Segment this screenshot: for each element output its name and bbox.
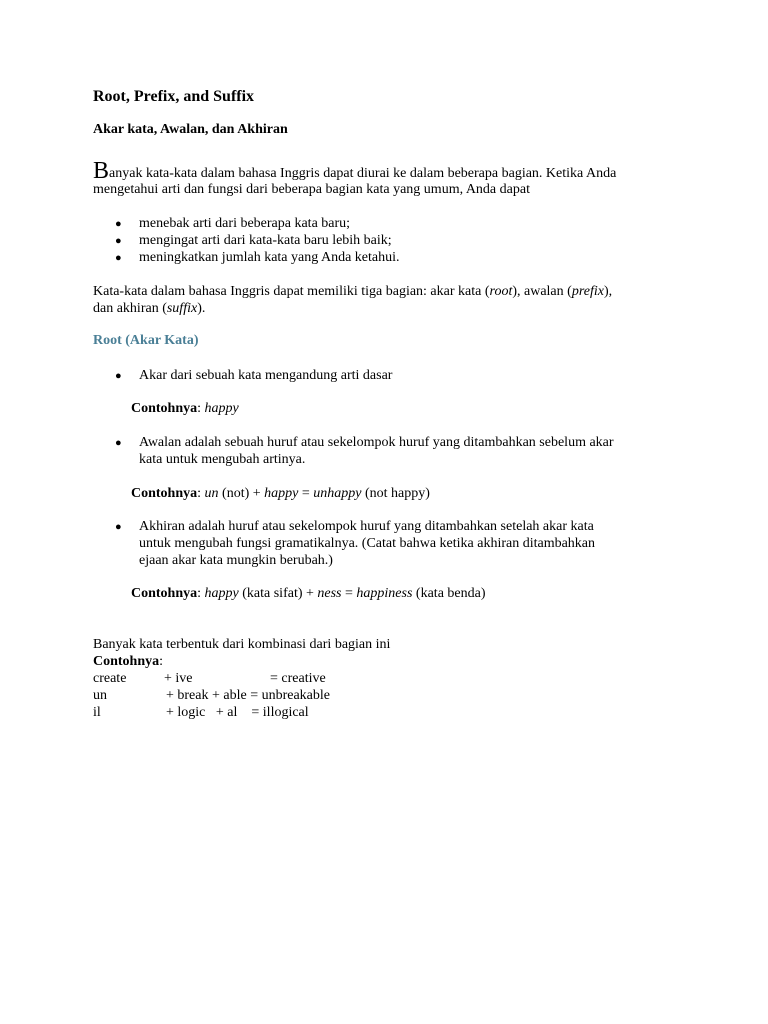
prefix-definition-line-2: kata untuk mengubah artinya. <box>139 452 306 467</box>
example-text: : <box>197 586 205 601</box>
table-cell: create <box>93 671 127 686</box>
example-word: happiness <box>356 586 413 601</box>
page-subtitle: Akar kata, Awalan, dan Akhiran <box>93 122 288 137</box>
example-label: Contohnya <box>131 586 198 601</box>
example-word: unhappy <box>313 486 362 501</box>
example-text: (kata benda) <box>412 586 486 601</box>
example-text: = <box>341 586 357 601</box>
example-label: Contohnya <box>131 486 198 501</box>
example-text: (not) + <box>218 486 265 501</box>
suffix-definition-line-3: ejaan akar kata mungkin berubah.) <box>139 553 333 568</box>
example-word: happy <box>204 401 239 416</box>
table-cell: il <box>93 705 101 720</box>
parts-paragraph-line-1 <box>93 283 612 301</box>
example-word: ness <box>317 586 342 601</box>
example-word: happy <box>264 486 299 501</box>
parts-text: dan akhiran ( <box>93 301 167 316</box>
example-word: un <box>204 486 219 501</box>
root-definition: Akar dari sebuah kata mengandung arti dasar <box>139 368 393 383</box>
example-label: Contohnya <box>131 401 198 416</box>
drop-cap: B <box>93 158 110 184</box>
bullet-icon: ● <box>115 521 122 533</box>
bullet-icon: ● <box>115 370 122 382</box>
suffix-definition-line-2: untuk mengubah fungsi gramatikalnya. (Catat bahwa ketika akhiran ditambahkan <box>139 536 596 551</box>
suffix-definition-line-1: Akhiran adalah huruf atau sekelompok huruf yang ditambahkan setelah akar kata <box>139 519 594 534</box>
list-item: meningkatkan jumlah kata yang Anda ketahui. <box>139 250 400 265</box>
prefix-example <box>131 485 430 503</box>
bullet-icon: ● <box>115 235 122 247</box>
table-cell: = creative <box>270 671 326 686</box>
table-cell: + logic + al = illogical <box>166 705 309 720</box>
intro-line-1 <box>93 158 617 184</box>
example-label: Contohnya <box>93 654 160 669</box>
table-cell: + break + able = unbreakable <box>166 688 331 703</box>
example-text: (not happy) <box>361 486 430 501</box>
bullet-icon: ● <box>115 218 122 230</box>
root-example <box>131 400 239 418</box>
suffix-example <box>131 585 486 603</box>
example-text: (kata sifat) + <box>238 586 318 601</box>
bullet-icon: ● <box>115 437 122 449</box>
table-cell: un <box>93 688 107 703</box>
combination-label <box>93 653 163 671</box>
section-heading: Root (Akar Kata) <box>93 333 199 348</box>
example-colon: : <box>197 401 205 416</box>
example-word: happy <box>204 586 239 601</box>
parts-text: Kata-kata dalam bahasa Inggris dapat memiliki tiga bagian: akar kata ( <box>93 284 490 299</box>
combination-intro: Banyak kata terbentuk dari kombinasi dari bagian ini <box>93 637 391 652</box>
table-cell: + ive <box>164 671 193 686</box>
list-item: mengingat arti dari kata-kata baru lebih baik; <box>139 233 392 248</box>
page-title: Root, Prefix, and Suffix <box>93 88 255 105</box>
intro-line-1-text: anyak kata-kata dalam bahasa Inggris dapat diurai ke dalam beberapa bagian. Ketika Anda <box>109 166 617 181</box>
term-prefix: prefix <box>571 284 604 299</box>
prefix-definition-line-1: Awalan adalah sebuah huruf atau sekelompok huruf yang ditambahkan sebelum akar <box>139 435 614 450</box>
term-root: root <box>489 284 513 299</box>
example-colon: : <box>159 654 164 669</box>
list-item: menebak arti dari beberapa kata baru; <box>139 216 351 231</box>
parts-text: ), <box>603 284 613 299</box>
parts-text: ), awalan ( <box>512 284 572 299</box>
parts-text: ). <box>197 301 206 316</box>
example-text: = <box>298 486 314 501</box>
example-text: : <box>197 486 205 501</box>
bullet-icon: ● <box>115 252 122 264</box>
term-suffix: suffix <box>166 301 198 316</box>
parts-paragraph-line-2 <box>93 300 205 318</box>
intro-line-2: mengetahui arti dan fungsi dari beberapa bagian kata yang umum, Anda dapat <box>93 182 530 197</box>
